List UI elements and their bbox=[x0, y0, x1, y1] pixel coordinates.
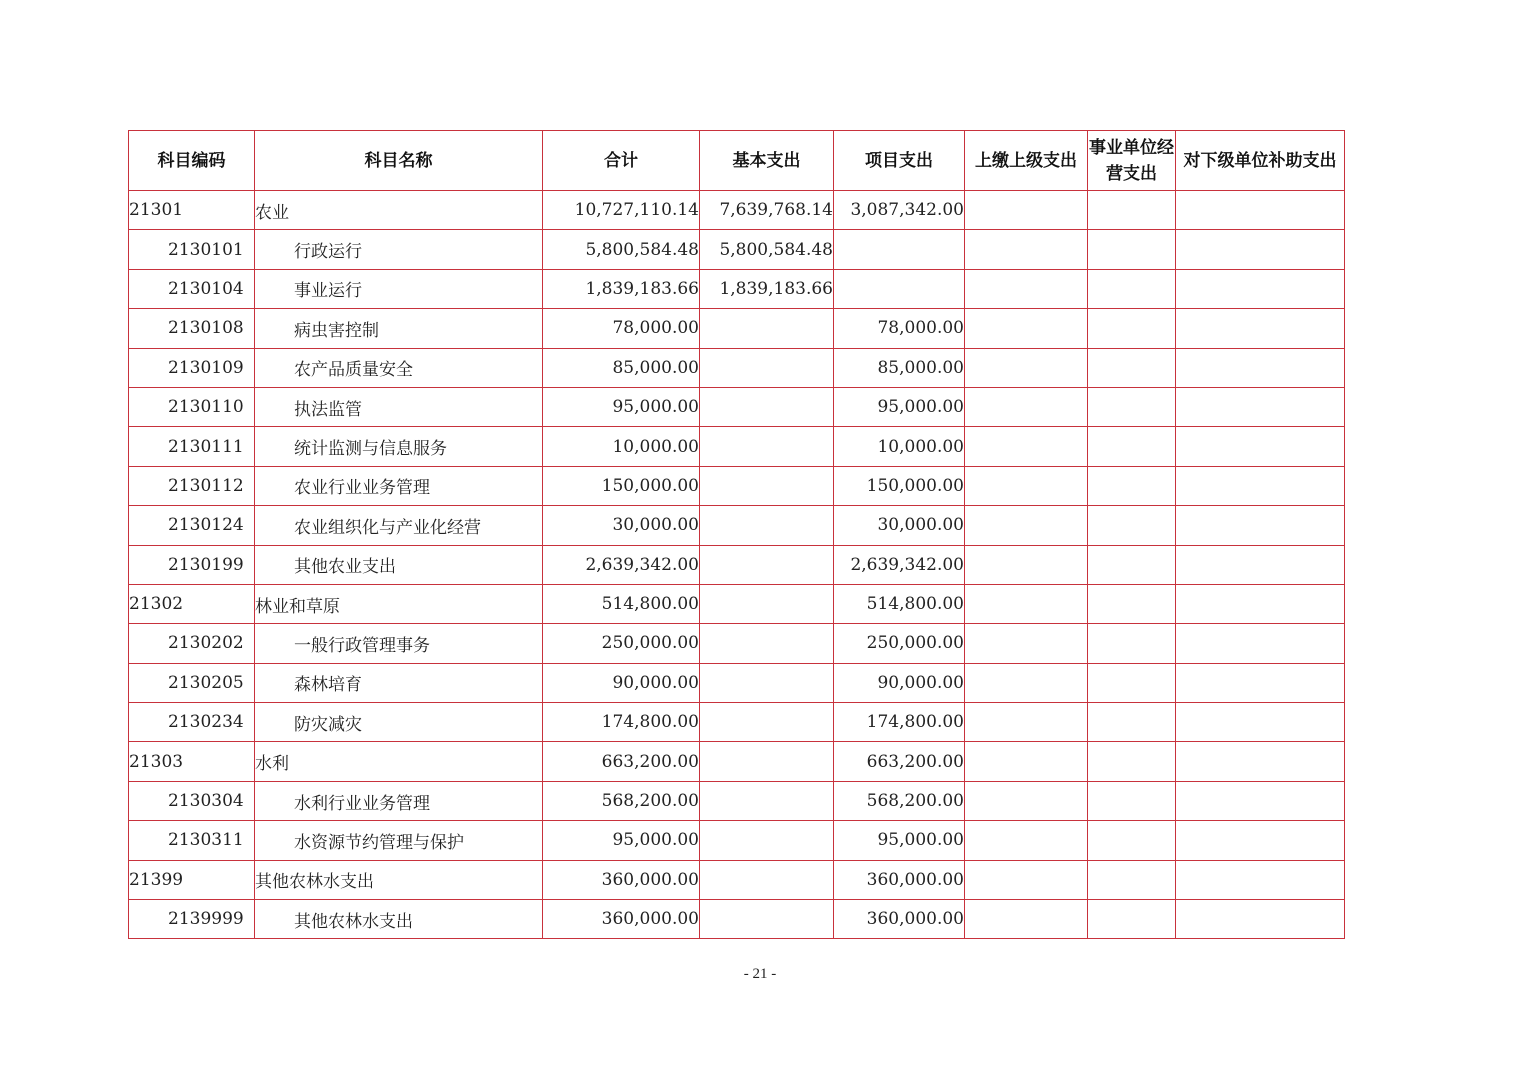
cell-remit-to-superior bbox=[965, 624, 1088, 663]
cell-remit-to-superior bbox=[965, 545, 1088, 584]
cell-total: 360,000.00 bbox=[543, 900, 700, 939]
cell-project-expenditure: 78,000.00 bbox=[834, 309, 965, 348]
table-row bbox=[129, 466, 1345, 505]
cell-total: 1,839,183.66 bbox=[543, 269, 700, 308]
cell-subject-code: 21399 bbox=[129, 860, 255, 899]
cell-institution-operating bbox=[1088, 821, 1176, 860]
cell-subject-code: 2130234 bbox=[129, 703, 255, 742]
cell-subsidy-to-subordinate bbox=[1176, 663, 1345, 702]
expenditure-table bbox=[128, 130, 1345, 939]
cell-project-expenditure: 90,000.00 bbox=[834, 663, 965, 702]
cell-basic-expenditure bbox=[700, 427, 834, 466]
cell-subject-name: 农业行业业务管理 bbox=[255, 466, 543, 505]
cell-subject-code: 2130110 bbox=[129, 387, 255, 426]
cell-subsidy-to-subordinate bbox=[1176, 269, 1345, 308]
table-row bbox=[129, 781, 1345, 820]
table-body bbox=[129, 191, 1345, 939]
table-row bbox=[129, 860, 1345, 899]
cell-remit-to-superior bbox=[965, 427, 1088, 466]
cell-subsidy-to-subordinate bbox=[1176, 387, 1345, 426]
cell-subsidy-to-subordinate bbox=[1176, 309, 1345, 348]
cell-remit-to-superior bbox=[965, 860, 1088, 899]
cell-project-expenditure: 85,000.00 bbox=[834, 348, 965, 387]
cell-subject-name: 农业 bbox=[255, 191, 543, 230]
cell-project-expenditure: 95,000.00 bbox=[834, 821, 965, 860]
cell-subject-name: 防灾减灾 bbox=[255, 703, 543, 742]
cell-project-expenditure: 3,087,342.00 bbox=[834, 191, 965, 230]
cell-basic-expenditure bbox=[700, 348, 834, 387]
header-total: 合计 bbox=[543, 131, 700, 191]
cell-subject-code: 2130112 bbox=[129, 466, 255, 505]
cell-remit-to-superior bbox=[965, 703, 1088, 742]
cell-institution-operating bbox=[1088, 545, 1176, 584]
cell-remit-to-superior bbox=[965, 348, 1088, 387]
table-row bbox=[129, 545, 1345, 584]
table-row bbox=[129, 230, 1345, 269]
header-remit-to-superior: 上缴上级支出 bbox=[965, 131, 1088, 191]
cell-total: 360,000.00 bbox=[543, 860, 700, 899]
cell-subsidy-to-subordinate bbox=[1176, 742, 1345, 781]
header-project-expenditure: 项目支出 bbox=[834, 131, 965, 191]
table-row bbox=[129, 663, 1345, 702]
cell-institution-operating bbox=[1088, 466, 1176, 505]
cell-total: 95,000.00 bbox=[543, 821, 700, 860]
cell-project-expenditure: 360,000.00 bbox=[834, 900, 965, 939]
cell-basic-expenditure bbox=[700, 821, 834, 860]
cell-remit-to-superior bbox=[965, 506, 1088, 545]
table-row bbox=[129, 387, 1345, 426]
cell-subsidy-to-subordinate bbox=[1176, 781, 1345, 820]
cell-subject-name: 事业运行 bbox=[255, 269, 543, 308]
cell-project-expenditure: 174,800.00 bbox=[834, 703, 965, 742]
cell-subject-code: 2130101 bbox=[129, 230, 255, 269]
cell-basic-expenditure bbox=[700, 387, 834, 426]
header-row bbox=[129, 131, 1345, 191]
cell-project-expenditure: 568,200.00 bbox=[834, 781, 965, 820]
cell-total: 78,000.00 bbox=[543, 309, 700, 348]
cell-basic-expenditure bbox=[700, 742, 834, 781]
cell-subject-code: 21301 bbox=[129, 191, 255, 230]
cell-subject-name: 农产品质量安全 bbox=[255, 348, 543, 387]
cell-project-expenditure: 514,800.00 bbox=[834, 584, 965, 623]
cell-subject-code: 2130304 bbox=[129, 781, 255, 820]
cell-subsidy-to-subordinate bbox=[1176, 230, 1345, 269]
cell-total: 90,000.00 bbox=[543, 663, 700, 702]
cell-subsidy-to-subordinate bbox=[1176, 860, 1345, 899]
cell-institution-operating bbox=[1088, 348, 1176, 387]
table-row bbox=[129, 269, 1345, 308]
table-row bbox=[129, 506, 1345, 545]
cell-subject-name: 病虫害控制 bbox=[255, 309, 543, 348]
cell-institution-operating bbox=[1088, 624, 1176, 663]
cell-remit-to-superior bbox=[965, 309, 1088, 348]
table-row bbox=[129, 624, 1345, 663]
table-row bbox=[129, 309, 1345, 348]
cell-subject-name: 统计监测与信息服务 bbox=[255, 427, 543, 466]
cell-total: 85,000.00 bbox=[543, 348, 700, 387]
cell-project-expenditure bbox=[834, 230, 965, 269]
cell-subsidy-to-subordinate bbox=[1176, 624, 1345, 663]
header-subsidy-to-subordinate: 对下级单位补助支出 bbox=[1176, 131, 1345, 191]
cell-subsidy-to-subordinate bbox=[1176, 506, 1345, 545]
cell-basic-expenditure: 7,639,768.14 bbox=[700, 191, 834, 230]
cell-subject-name: 林业和草原 bbox=[255, 584, 543, 623]
cell-subject-name: 行政运行 bbox=[255, 230, 543, 269]
cell-institution-operating bbox=[1088, 584, 1176, 623]
cell-subject-name: 森林培育 bbox=[255, 663, 543, 702]
cell-institution-operating bbox=[1088, 191, 1176, 230]
table-row bbox=[129, 742, 1345, 781]
header-subject-code: 科目编码 bbox=[129, 131, 255, 191]
cell-basic-expenditure bbox=[700, 545, 834, 584]
cell-subject-code: 21302 bbox=[129, 584, 255, 623]
cell-project-expenditure: 250,000.00 bbox=[834, 624, 965, 663]
cell-total: 10,727,110.14 bbox=[543, 191, 700, 230]
cell-remit-to-superior bbox=[965, 230, 1088, 269]
cell-subject-name: 其他农林水支出 bbox=[255, 860, 543, 899]
cell-remit-to-superior bbox=[965, 663, 1088, 702]
cell-institution-operating bbox=[1088, 900, 1176, 939]
cell-subject-name: 一般行政管理事务 bbox=[255, 624, 543, 663]
cell-institution-operating bbox=[1088, 663, 1176, 702]
cell-subject-name: 水利 bbox=[255, 742, 543, 781]
cell-subsidy-to-subordinate bbox=[1176, 584, 1345, 623]
cell-subsidy-to-subordinate bbox=[1176, 348, 1345, 387]
cell-remit-to-superior bbox=[965, 269, 1088, 308]
cell-total: 250,000.00 bbox=[543, 624, 700, 663]
cell-remit-to-superior bbox=[965, 781, 1088, 820]
cell-subject-code: 2130199 bbox=[129, 545, 255, 584]
cell-total: 2,639,342.00 bbox=[543, 545, 700, 584]
cell-subject-name: 执法监管 bbox=[255, 387, 543, 426]
cell-subject-code: 2130202 bbox=[129, 624, 255, 663]
cell-institution-operating bbox=[1088, 269, 1176, 308]
cell-total: 514,800.00 bbox=[543, 584, 700, 623]
cell-remit-to-superior bbox=[965, 900, 1088, 939]
cell-subject-code: 2130311 bbox=[129, 821, 255, 860]
cell-subsidy-to-subordinate bbox=[1176, 466, 1345, 505]
cell-total: 150,000.00 bbox=[543, 466, 700, 505]
cell-total: 10,000.00 bbox=[543, 427, 700, 466]
cell-subject-name: 其他农林水支出 bbox=[255, 900, 543, 939]
cell-total: 95,000.00 bbox=[543, 387, 700, 426]
cell-institution-operating bbox=[1088, 703, 1176, 742]
cell-basic-expenditure: 5,800,584.48 bbox=[700, 230, 834, 269]
cell-project-expenditure: 150,000.00 bbox=[834, 466, 965, 505]
table-row bbox=[129, 900, 1345, 939]
cell-project-expenditure bbox=[834, 269, 965, 308]
cell-subject-name: 农业组织化与产业化经营 bbox=[255, 506, 543, 545]
cell-subject-code: 2139999 bbox=[129, 900, 255, 939]
cell-remit-to-superior bbox=[965, 584, 1088, 623]
cell-project-expenditure: 360,000.00 bbox=[834, 860, 965, 899]
cell-project-expenditure: 10,000.00 bbox=[834, 427, 965, 466]
cell-basic-expenditure bbox=[700, 900, 834, 939]
cell-project-expenditure: 2,639,342.00 bbox=[834, 545, 965, 584]
cell-institution-operating bbox=[1088, 427, 1176, 466]
cell-basic-expenditure bbox=[700, 624, 834, 663]
header-subject-name: 科目名称 bbox=[255, 131, 543, 191]
cell-subject-name: 水资源节约管理与保护 bbox=[255, 821, 543, 860]
cell-basic-expenditure bbox=[700, 663, 834, 702]
cell-remit-to-superior bbox=[965, 387, 1088, 426]
cell-subsidy-to-subordinate bbox=[1176, 545, 1345, 584]
header-basic-expenditure: 基本支出 bbox=[700, 131, 834, 191]
cell-subsidy-to-subordinate bbox=[1176, 703, 1345, 742]
cell-project-expenditure: 30,000.00 bbox=[834, 506, 965, 545]
cell-subject-code: 2130108 bbox=[129, 309, 255, 348]
cell-total: 30,000.00 bbox=[543, 506, 700, 545]
cell-institution-operating bbox=[1088, 230, 1176, 269]
cell-project-expenditure: 95,000.00 bbox=[834, 387, 965, 426]
cell-project-expenditure: 663,200.00 bbox=[834, 742, 965, 781]
cell-institution-operating bbox=[1088, 309, 1176, 348]
table-row bbox=[129, 427, 1345, 466]
cell-subject-code: 2130205 bbox=[129, 663, 255, 702]
cell-subject-name: 其他农业支出 bbox=[255, 545, 543, 584]
cell-subject-code: 2130111 bbox=[129, 427, 255, 466]
cell-remit-to-superior bbox=[965, 821, 1088, 860]
cell-subsidy-to-subordinate bbox=[1176, 427, 1345, 466]
cell-basic-expenditure bbox=[700, 506, 834, 545]
cell-remit-to-superior bbox=[965, 742, 1088, 781]
cell-subsidy-to-subordinate bbox=[1176, 821, 1345, 860]
cell-basic-expenditure bbox=[700, 584, 834, 623]
cell-institution-operating bbox=[1088, 742, 1176, 781]
table-row bbox=[129, 348, 1345, 387]
cell-subsidy-to-subordinate bbox=[1176, 900, 1345, 939]
cell-basic-expenditure bbox=[700, 466, 834, 505]
cell-basic-expenditure bbox=[700, 781, 834, 820]
cell-subject-code: 21303 bbox=[129, 742, 255, 781]
cell-total: 5,800,584.48 bbox=[543, 230, 700, 269]
cell-basic-expenditure bbox=[700, 860, 834, 899]
cell-subsidy-to-subordinate bbox=[1176, 191, 1345, 230]
cell-subject-name: 水利行业业务管理 bbox=[255, 781, 543, 820]
cell-total: 663,200.00 bbox=[543, 742, 700, 781]
table-row bbox=[129, 191, 1345, 230]
cell-subject-code: 2130124 bbox=[129, 506, 255, 545]
cell-institution-operating bbox=[1088, 860, 1176, 899]
header-institution-operating: 事业单位经营支出 bbox=[1088, 131, 1176, 191]
cell-basic-expenditure: 1,839,183.66 bbox=[700, 269, 834, 308]
cell-total: 174,800.00 bbox=[543, 703, 700, 742]
cell-institution-operating bbox=[1088, 506, 1176, 545]
cell-institution-operating bbox=[1088, 387, 1176, 426]
table-row bbox=[129, 821, 1345, 860]
table-row bbox=[129, 703, 1345, 742]
cell-remit-to-superior bbox=[965, 466, 1088, 505]
table-row bbox=[129, 584, 1345, 623]
cell-remit-to-superior bbox=[965, 191, 1088, 230]
page-number: - 21 - bbox=[743, 966, 777, 982]
cell-total: 568,200.00 bbox=[543, 781, 700, 820]
cell-subject-code: 2130109 bbox=[129, 348, 255, 387]
cell-institution-operating bbox=[1088, 781, 1176, 820]
cell-basic-expenditure bbox=[700, 703, 834, 742]
cell-subject-code: 2130104 bbox=[129, 269, 255, 308]
cell-basic-expenditure bbox=[700, 309, 834, 348]
